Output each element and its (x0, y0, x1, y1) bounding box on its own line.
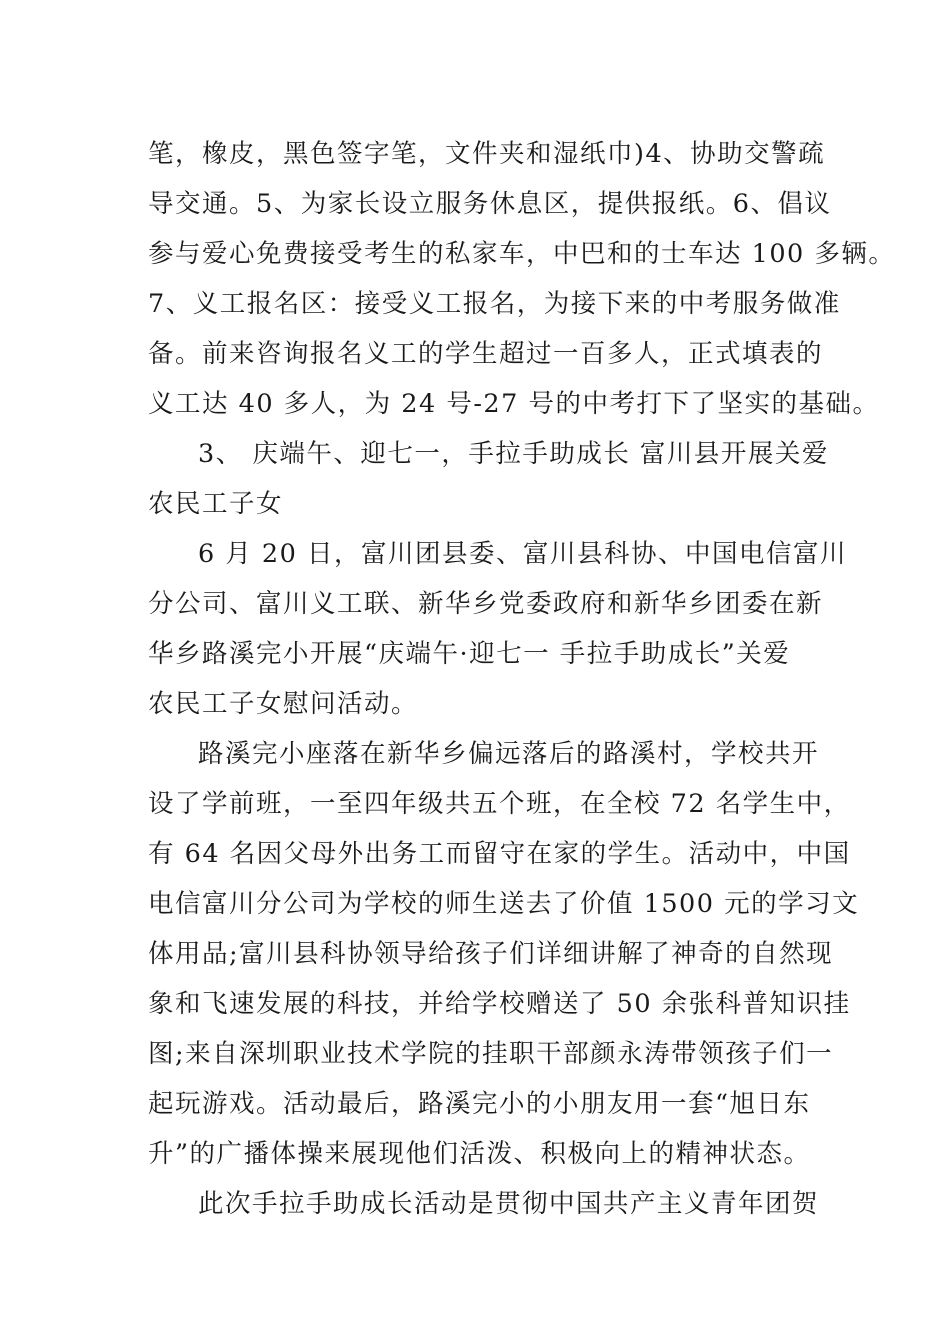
section-heading-line-1: 3、 庆端午、迎七一，手拉手助成长 富川县开展关爱 (198, 439, 829, 469)
text-line-16: 电信富川分公司为学校的师生送去了价值 1500 元的学习文 (148, 889, 860, 919)
text-line-22: 此次手拉手助成长活动是贯彻中国共产主义青年团贺 (198, 1189, 820, 1219)
text-line-6: 义工达 40 多人，为 24 号-27 号的中考打下了坚实的基础。 (148, 389, 880, 419)
text-line-10: 分公司、富川义工联、新华乡党委政府和新华乡团委在新 (148, 589, 824, 619)
text-line-21: 升”的广播体操来展现他们活泼、积极向上的精神状态。 (148, 1139, 811, 1169)
text-line-2: 导交通。5、为家长设立服务休息区，提供报纸。6、倡议 (148, 189, 832, 219)
text-line-9: 6 月 20 日，富川团县委、富川县科协、中国电信富川 (198, 539, 847, 569)
text-line-14: 设了学前班，一至四年级共五个班，在全校 72 名学生中， (148, 789, 851, 819)
text-line-17: 体用品;富川县科协领导给孩子们详细讲解了神奇的自然现 (148, 939, 834, 969)
text-line-12: 农民工子女慰问活动。 (148, 689, 419, 719)
text-line-3: 参与爱心免费接受考生的私家车，中巴和的士车达 100 多辆。 (148, 239, 896, 269)
text-line-20: 起玩游戏。活动最后，路溪完小的小朋友用一套“旭日东 (148, 1089, 811, 1119)
text-line-19: 图;来自深圳职业技术学院的挂职干部颜永涛带领孩子们一 (148, 1039, 834, 1069)
text-line-13: 路溪完小座落在新华乡偏远落后的路溪村，学校共开 (198, 739, 820, 769)
text-line-15: 有 64 名因父母外出务工而留守在家的学生。活动中，中国 (148, 839, 851, 869)
section-heading-line-2: 农民工子女 (148, 489, 284, 519)
text-line-5: 备。前来咨询报名义工的学生超过一百多人，正式填表的 (148, 339, 824, 369)
text-line-1: 笔，橡皮，黑色签字笔，文件夹和湿纸巾)4、协助交警疏 (148, 139, 826, 169)
text-line-4: 7、义工报名区：接受义工报名，为接下来的中考服务做准 (148, 289, 841, 319)
text-line-18: 象和飞速发展的科技，并给学校赠送了 50 余张科普知识挂 (148, 989, 851, 1019)
text-line-11: 华乡路溪完小开展“庆端午·迎七一 手拉手助成长”关爱 (148, 639, 791, 669)
